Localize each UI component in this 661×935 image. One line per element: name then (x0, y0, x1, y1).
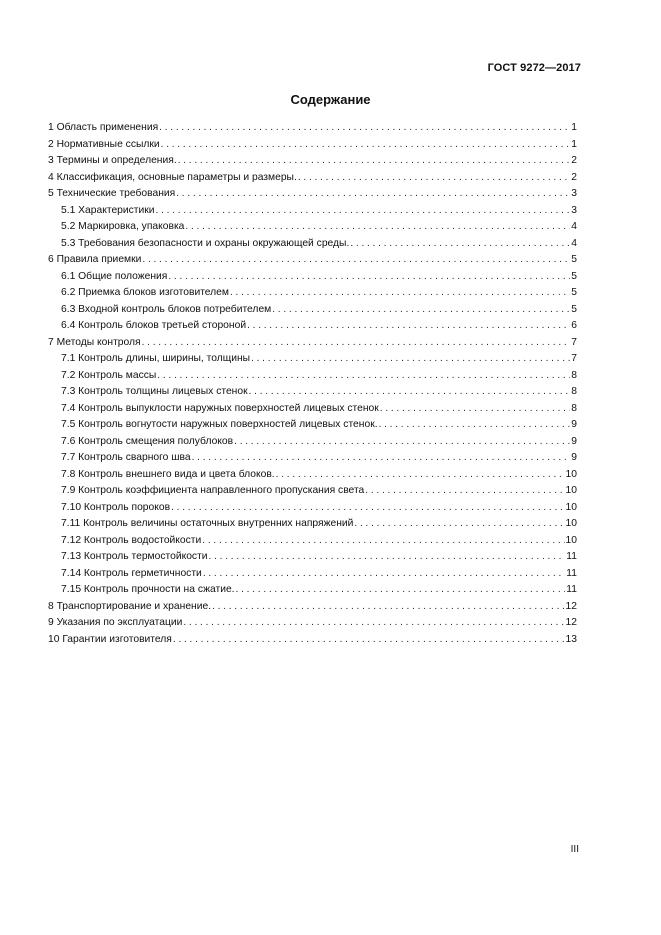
toc-title: Содержание (290, 92, 371, 107)
toc-dot-leader (272, 302, 570, 319)
toc-entry[interactable] (48, 285, 577, 302)
toc-entry[interactable] (48, 632, 577, 649)
toc-entry-label: 7.10 Контроль пороков (61, 501, 171, 513)
toc-entry[interactable] (48, 170, 577, 187)
toc-entry-label: 5.2 Маркировка, упаковка (61, 221, 185, 232)
toc-entry[interactable] (48, 368, 577, 385)
toc-entry-page: 9 (571, 435, 577, 447)
toc-entry-label: 6.4 Контроль блоков третьей стороной (61, 320, 247, 331)
toc-entry-label: 6.3 Входной контроль блоков потребителем (61, 303, 272, 315)
toc-entry-page: 8 (571, 402, 577, 414)
toc-dot-leader (185, 219, 570, 236)
toc-entry-page: 5 (571, 287, 577, 298)
toc-dot-leader (171, 500, 564, 517)
toc-entry-label: 3 Термины и определения. (48, 155, 177, 166)
toc-dot-leader (380, 401, 571, 418)
toc-entry-label: 5 Технические требования (48, 188, 176, 199)
toc-dot-leader (192, 450, 571, 467)
toc-entry-label: 6.2 Приемка блоков изготовителем (61, 287, 229, 298)
toc-entry[interactable] (48, 434, 577, 451)
toc-entry-label: 5.3 Требования безопасности и охраны окружающей среды. (61, 237, 350, 249)
toc-entry-label: 7.12 Контроль водостойкости (61, 534, 202, 546)
toc-entry-page: 3 (571, 204, 577, 216)
toc-entry-page: 10 (565, 485, 577, 496)
toc-entry[interactable] (48, 401, 577, 418)
toc-entry[interactable] (48, 219, 577, 236)
toc-entry-label: 7.13 Контроль термостойкости (61, 551, 208, 562)
toc-entry[interactable] (48, 384, 577, 401)
toc-entry-label: 7.14 Контроль герметичности (61, 567, 202, 579)
toc-entry-page: 11 (566, 551, 577, 562)
document-code: ГОСТ 9272—2017 (487, 62, 581, 74)
toc-entry-label: 7.9 Контроль коэффициента направленного пропускания света (61, 485, 365, 496)
toc-entry-page: 5 (571, 254, 577, 265)
toc-entry-page: 5 (571, 303, 577, 315)
toc-entry-page: 10 (565, 518, 577, 529)
toc-entry-page: 10 (565, 534, 577, 546)
toc-entry[interactable] (48, 351, 577, 368)
toc-entry[interactable] (48, 533, 577, 550)
toc-entry-label: 7.8 Контроль внешнего вида и цвета блоков. (61, 468, 275, 480)
toc-entry[interactable] (48, 516, 577, 533)
toc-dot-leader (276, 467, 565, 484)
toc-entry-label: 7.1 Контроль длины, ширины, толщины (61, 353, 251, 364)
toc-dot-leader (247, 318, 570, 335)
toc-entry[interactable] (48, 615, 577, 632)
toc-entry-label: 10 Гарантии изготовителя (48, 633, 172, 645)
toc-dot-leader (298, 170, 570, 187)
toc-dot-leader (379, 417, 571, 434)
toc-entry[interactable] (48, 450, 577, 467)
toc-entry[interactable] (48, 137, 577, 154)
toc-entry[interactable] (48, 566, 577, 583)
toc-dot-leader (251, 351, 570, 368)
toc-entry-page: 4 (571, 221, 577, 232)
toc-entry-page: 1 (571, 138, 577, 150)
toc-dot-leader (212, 599, 564, 616)
toc-entry-page: 10 (565, 501, 577, 513)
toc-entry-page: 9 (571, 419, 577, 430)
toc-entry[interactable] (48, 302, 577, 319)
toc-entry-label: 7.5 Контроль вогнутости наружных поверхностей лицевых стенок. (61, 419, 378, 430)
toc-dot-leader (159, 120, 570, 137)
toc-entry-label: 7.4 Контроль выпуклости наружных поверхностей лицевых стенок (61, 402, 379, 414)
toc-entry-page: 11 (566, 567, 577, 579)
toc-entry-label: 7.3 Контроль толщины лицевых стенок (61, 386, 248, 397)
toc-entry[interactable] (48, 318, 577, 335)
page-number: III (570, 844, 579, 855)
toc-entry[interactable] (48, 599, 577, 616)
toc-entry-label: 9 Указания по эксплуатации (48, 617, 183, 628)
toc-dot-leader (156, 203, 571, 220)
toc-entry-label: 4 Классификация, основные параметры и размеры. (48, 171, 297, 183)
toc-entry-page: 8 (571, 369, 577, 381)
toc-entry-label: 7.2 Контроль массы (61, 369, 157, 381)
toc-entry-page: 10 (565, 468, 577, 480)
toc-dot-leader (354, 516, 564, 533)
toc-entry-page: 2 (571, 171, 577, 183)
toc-entry-page: 7 (571, 336, 577, 348)
toc-entry-page: 5 (571, 270, 577, 282)
toc-entry-label: 7.7 Контроль сварного шва (61, 452, 191, 463)
toc-entry-label: 6 Правила приемки (48, 254, 142, 265)
toc-entry-page: 7 (571, 353, 577, 364)
toc-entry[interactable] (48, 120, 577, 137)
toc-dot-leader (176, 186, 570, 203)
toc-dot-leader (365, 483, 564, 500)
toc-entry-label: 1 Область применения (48, 122, 159, 133)
toc-dot-leader (142, 335, 571, 352)
toc-entry-label: 8 Транспортирование и хранение. (48, 600, 212, 612)
toc-dot-leader (161, 137, 571, 154)
toc-entry-page: 11 (566, 584, 577, 595)
toc-dot-leader (236, 582, 566, 599)
toc-dot-leader (234, 434, 570, 451)
toc-dot-leader (203, 566, 565, 583)
toc-entry-label: 7.11 Контроль величины остаточных внутренних напряжений (61, 518, 354, 529)
toc-dot-leader (202, 533, 564, 550)
toc-dot-leader (209, 549, 566, 566)
toc-dot-leader (249, 384, 571, 401)
toc-dot-leader (157, 368, 570, 385)
toc-entry[interactable] (48, 500, 577, 517)
toc-dot-leader (230, 285, 570, 302)
toc-entry-label: 6.1 Общие положения (61, 270, 168, 282)
toc-entry-page: 6 (571, 320, 577, 331)
toc-dot-leader (178, 153, 571, 170)
toc-entry-page: 4 (571, 237, 577, 249)
toc-entry[interactable] (48, 582, 577, 599)
toc-entry[interactable] (48, 417, 577, 434)
toc-dot-leader (183, 615, 564, 632)
toc-entry-page: 9 (571, 452, 577, 463)
toc-entry-page: 13 (565, 633, 577, 645)
toc-entry[interactable] (48, 335, 577, 352)
toc-entry-label: 2 Нормативные ссылки (48, 138, 160, 150)
toc-dot-leader (173, 632, 565, 649)
toc-entry-page: 8 (571, 386, 577, 397)
toc-entry[interactable] (48, 269, 577, 286)
toc-entry[interactable] (48, 236, 577, 253)
toc-entry-page: 12 (565, 600, 577, 612)
toc-entry-page: 3 (571, 188, 577, 199)
toc-entry-page: 12 (565, 617, 577, 628)
toc-entry[interactable] (48, 252, 577, 269)
toc-entry-page: 2 (571, 155, 577, 166)
toc-entry[interactable] (48, 203, 577, 220)
toc-dot-leader (168, 269, 570, 286)
toc-entry-page: 1 (571, 122, 577, 133)
toc-entry[interactable] (48, 186, 577, 203)
toc-entry[interactable] (48, 483, 577, 500)
toc-entry-label: 7.6 Контроль смещения полублоков (61, 435, 234, 447)
toc-entry[interactable] (48, 549, 577, 566)
toc-entry-label: 7 Методы контроля (48, 336, 141, 348)
toc-entry[interactable] (48, 153, 577, 170)
table-of-contents (48, 120, 577, 648)
toc-entry[interactable] (48, 467, 577, 484)
toc-entry-label: 7.15 Контроль прочности на сжатие. (61, 584, 235, 595)
toc-dot-leader (350, 236, 570, 253)
toc-dot-leader (142, 252, 570, 269)
toc-entry-label: 5.1 Характеристики (61, 204, 155, 216)
